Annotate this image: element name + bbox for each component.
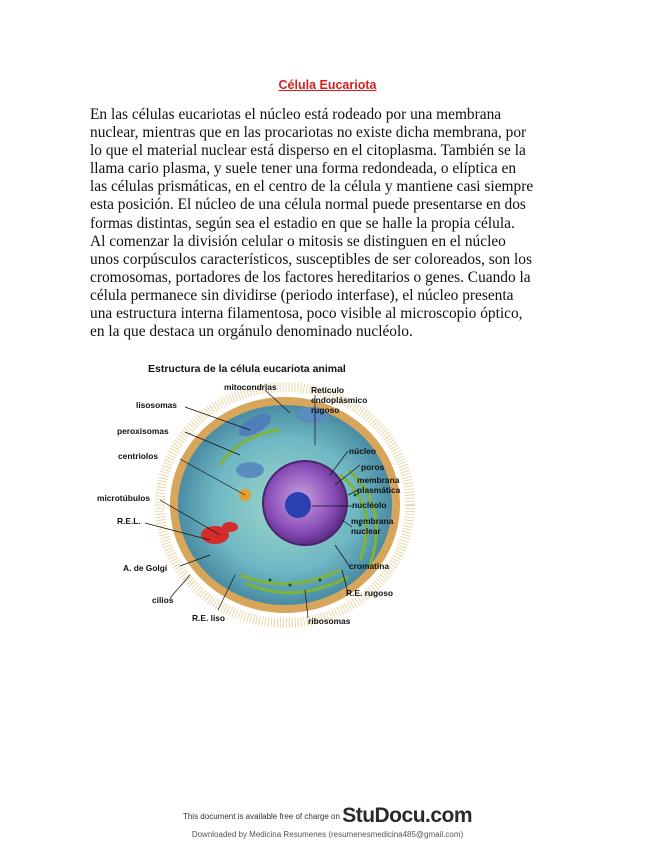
paragraph-line: lo que el material nuclear está disperso en el citoplasma. También se la [90,142,526,160]
label-nuclear-membrane-1: membrana [351,516,394,526]
paragraph-line: llama cario plasma, y suele tener una forma redondeada, o elíptica en [90,160,517,178]
label-peroxisomes: peroxisomas [117,426,169,436]
paragraph-line: una estructura interna filamentosa, poco visible al microscopio óptico, [90,305,523,323]
paragraph-line: en la que destaca un orgánulo denominado nucléolo. [90,323,413,341]
label-nucleus: núcleo [349,446,376,456]
brand-name: StuDocu [342,804,426,827]
label-mitochondria: mitocondrias [224,382,277,392]
paragraph-line: unos corpúsculos característicos, susceptibles de ser coloreados, son los [90,250,532,268]
label-plasma-membrane-1: membrana [357,475,400,485]
paragraph-line: las células prismáticas, en el centro de la célula y mantiene casi siempre [90,178,534,196]
nucleolus [285,492,311,518]
label-nucleolus: nucléolo [352,500,387,510]
footer-downloaded: Downloaded by Medicina Resumenes (resumenesmedicina485@gmail.com) [191,830,464,839]
label-reticulo-3: rugoso [311,405,340,415]
paragraph-line: esta posición. El núcleo de una célula normal puede presentarse en dos [90,196,526,214]
paragraph-line: cromosomas, portadores de los factores hereditarios o genes. Cuando la [90,268,531,286]
label-centrioles: centriolos [118,451,159,461]
label-smooth-er: R.E. liso [192,613,226,623]
brand-suffix: .com [425,804,473,827]
label-nuclear-membrane-2: nuclear [351,526,381,536]
paragraph-line: nuclear, mientras que en las procariotas no existe dicha membrana, por [90,124,527,142]
label-cilia: cilios [152,595,174,605]
paragraph-line: En las células eucariotas el núcleo está rodeado por una membrana [90,106,502,123]
studocu-logo-link[interactable] [342,804,472,827]
footer-availability [0,804,655,828]
label-lysosomes: lisosomas [136,400,177,410]
label-golgi: A. de Golgi [123,563,168,573]
footer-available-text: This document is available free of charge on [182,812,340,821]
figure-title: Estructura de la célula eucariota animal [148,363,346,375]
body-paragraph [90,106,570,341]
label-chromatin: cromatina [349,561,390,571]
label-reticulo-1: Retículo [311,385,345,395]
label-plasma-membrane-2: plasmática [357,485,401,495]
paragraph-line: Al comenzar la división celular o mitosis se distinguen en el núcleo [90,232,506,250]
label-ribosomes: ribosomas [308,616,351,626]
paragraph-line: célula permanece sin dividirse (periodo interfase), el núcleo presenta [90,286,514,304]
paragraph-line: formas distintas, según sea el estadio en que se halle la propia célula. [90,214,515,232]
label-reticulo-2: endoplásmico [311,395,368,405]
label-pores: poros [361,462,385,472]
label-smooth-er-abbrev: R.E.L. [117,516,141,526]
document-title: Célula Eucariota [278,78,377,92]
label-rough-er: R.E. rugoso [346,588,393,598]
label-microtubules: microtúbulos [97,493,151,503]
